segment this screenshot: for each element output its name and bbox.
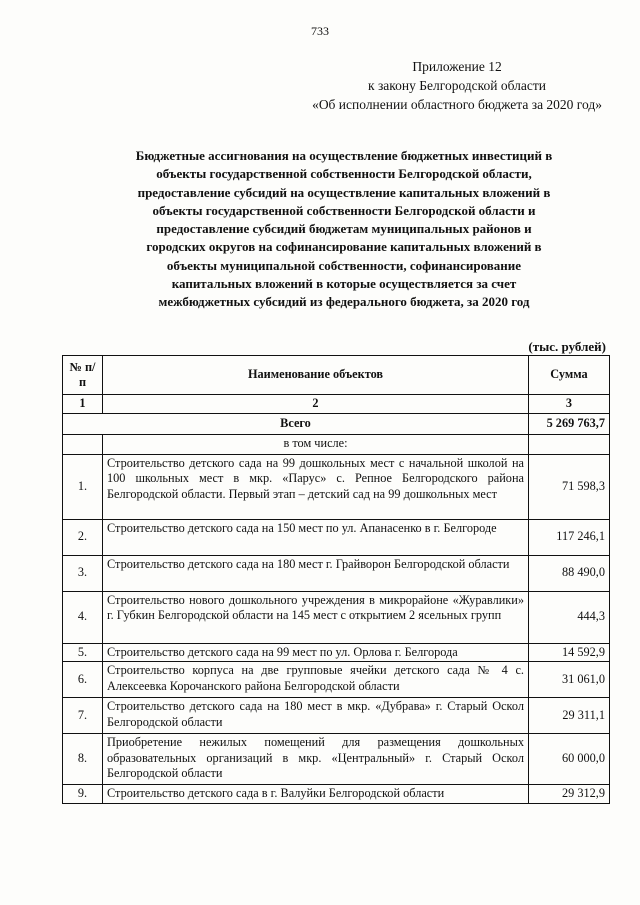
row-sum: 117 246,1 [529,519,610,555]
title-line: предоставление субсидий бюджетам муниципальных районов и [156,221,532,237]
title-line: предоставление субсидий на осуществление капитальных вложений в [137,184,551,200]
row-num: 6. [63,662,103,698]
row-num: 9. [63,785,103,804]
row-num: 8. [63,734,103,785]
row-sum: 29 312,9 [529,785,610,804]
row-num: 7. [63,698,103,734]
row-name: Приобретение нежилых помещений для размещения дошкольных образовательных организаций в мкр. «Центральный» г. Старый Оскол Белгородской области [103,734,529,785]
row-sum: 31 061,0 [529,662,610,698]
index-cell: 2 [103,395,529,414]
index-cell: 3 [529,395,610,414]
title-line: объекты государственной собственности Белгородской области и [152,202,536,218]
row-sum: 71 598,3 [529,454,610,519]
header-num: № п/п [63,356,103,395]
row-sum: 60 000,0 [529,734,610,785]
index-cell: 1 [63,395,103,414]
title-line: межбюджетных субсидий из федерального бюджета, за 2020 год [158,294,530,310]
title-line: городских округов на софинансирование капитальных вложений в [146,239,542,255]
document-title [92,147,596,312]
column-index-row [63,395,610,414]
table-row [63,519,610,555]
row-num: 2. [63,519,103,555]
title-line: Бюджетные ассигнования на осуществление бюджетных инвестиций в [135,148,553,163]
total-sum: 5 269 763,7 [529,413,610,434]
table-row [63,454,610,519]
title-line: объекты государственной собственности Белгородской области, [156,166,532,182]
row-num: 3. [63,555,103,591]
row-name: Строительство детского сада в г. Валуйки Белгородской области [103,785,529,804]
table-row [63,662,610,698]
table-row [63,734,610,785]
title-line: объекты муниципальной собственности, софинансирование [166,257,522,273]
header-name: Наименование объектов [103,356,529,395]
row-name: Строительство детского сада на 180 мест в мкр. «Дубрава» г. Старый Оскол Белгородской области [103,698,529,734]
title-line: капитальных вложений в которые осуществляется за счет [171,276,517,292]
appendix-line-1: Приложение 12 [412,59,502,74]
table-row [63,643,610,662]
row-sum: 88 490,0 [529,555,610,591]
row-name: Строительство детского сада на 150 мест по ул. Апанасенко в г. Белгороде [103,519,529,555]
including-row [63,434,610,454]
row-sum: 14 592,9 [529,643,610,662]
table-header-row [63,356,610,395]
row-sum: 444,3 [529,591,610,643]
table-row [63,698,610,734]
table-row [63,555,610,591]
row-num: 1. [63,454,103,519]
table-row [63,591,610,643]
appendix-heading [312,57,602,114]
appendix-line-2: к закону Белгородской области [368,78,547,93]
page-number: 733 [311,24,329,38]
row-name: Строительство нового дошкольного учреждения в микрорайоне «Журавлики» г. Губкин Белгородской области на 145 мест с открытием 2 ясельных групп [103,591,529,643]
row-name: Строительство детского сада на 99 мест по ул. Орлова г. Белгорода [103,643,529,662]
table-row [63,785,610,804]
row-sum: 29 311,1 [529,698,610,734]
header-sum: Сумма [529,356,610,395]
units-label: (тыс. рублей) [528,339,606,354]
including-label: в том числе: [103,434,529,454]
investments-table [62,355,610,804]
row-num: 5. [63,643,103,662]
total-row [63,413,610,434]
appendix-line-3: «Об исполнении областного бюджета за 2020 год» [312,97,602,112]
row-name: Строительство детского сада на 180 мест г. Грайворон Белгородской области [103,555,529,591]
row-num: 4. [63,591,103,643]
row-name: Строительство корпуса на две групповые ячейки детского сада № 4 с. Алексеевка Корочанского района Белгородской области [103,662,529,698]
total-label: Всего [63,413,529,434]
row-name: Строительство детского сада на 99 дошкольных мест с начальной школой на 100 школьных мест в мкр. «Парус» с. Репное Белгородского района Белгородской области. Первый этап – детский сад на 99 дошкольных мест [103,454,529,519]
